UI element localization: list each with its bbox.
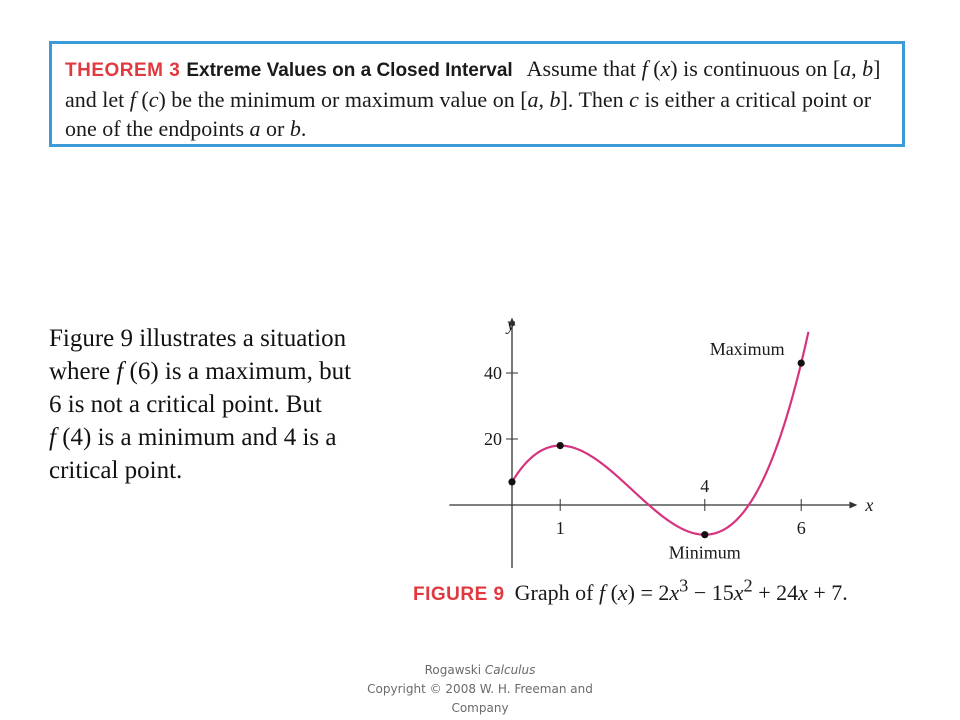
caption-run: + 7. [807, 580, 848, 606]
caption-run: x [733, 580, 744, 606]
caption-run: x [669, 580, 680, 606]
credit-copyright: Copyright © 2008 W. H. Freeman and Company [367, 682, 593, 715]
caption-run: − 15 [688, 580, 734, 606]
theorem-text-run: x [660, 56, 671, 81]
body-line [49, 421, 449, 454]
body-text-run: Figure 9 illustrates a situation [49, 325, 347, 352]
body-text-run: where [49, 358, 117, 385]
y-axis-label: y [507, 314, 515, 334]
caption-run: Graph of [514, 580, 599, 606]
data-point [798, 360, 805, 367]
function-curve [512, 332, 808, 535]
body-text-run: f [49, 424, 56, 451]
data-point [508, 478, 515, 485]
theorem-text-run: f [129, 87, 136, 112]
theorem-text-run: . [300, 116, 307, 141]
theorem-label: THEOREM 3 [65, 60, 181, 81]
theorem-text-run: b [549, 87, 561, 112]
body-text-run: critical point. [49, 457, 183, 484]
caption-run: f [598, 580, 606, 606]
theorem-text-run: ( [647, 56, 661, 81]
data-point [557, 442, 564, 449]
caption-run: + 24 [752, 580, 799, 606]
theorem-text-run: b [862, 56, 874, 81]
body-text-run: 6 is not a critical point. But [49, 391, 322, 418]
theorem-text-run: a [527, 87, 539, 112]
theorem-text-run: ] and let [65, 56, 881, 112]
theorem-title: Extreme Values on a Closed Interval [186, 60, 513, 81]
theorem-text-run: Assume that [526, 56, 642, 81]
theorem-text-run: , [538, 87, 550, 112]
credit-prefix: Rogawski [424, 663, 485, 677]
caption-run: x [798, 580, 808, 606]
copyright-credit [340, 661, 620, 718]
body-text-run: (6) is a maximum, but [123, 358, 352, 385]
x-tick-label: 1 [555, 518, 565, 538]
body-line [49, 322, 449, 355]
theorem-text-run: b [289, 116, 301, 141]
theorem-text-run: ( [135, 87, 149, 112]
body-text-run: f [116, 358, 124, 385]
figure-caption [413, 576, 848, 606]
theorem-text-run: a [840, 56, 852, 81]
caption-run: ( [605, 580, 618, 606]
x-axis-arrow [849, 502, 857, 509]
y-tick-label: 40 [484, 363, 502, 383]
x-tick-label: 6 [796, 518, 806, 538]
x-axis-label: x [865, 495, 874, 515]
theorem-text-run: is either a critical point or one of the endpoints [65, 87, 872, 141]
caption-run: ) = 2 [627, 580, 670, 606]
figure-label: FIGURE 9 [413, 584, 505, 606]
theorem-text-run: c [629, 87, 639, 112]
caption-run: 2 [743, 576, 753, 596]
body-line [49, 355, 449, 388]
credit-book-title: Calculus [484, 663, 536, 677]
body-line [49, 454, 449, 487]
body-text-run: (4) is a minimum and 4 is a [55, 424, 337, 451]
caption-run: x [617, 580, 628, 606]
body-line [49, 388, 449, 421]
theorem-text-run: a [249, 116, 261, 141]
caption-run: 3 [679, 576, 689, 596]
minimum-label: Minimum [668, 542, 741, 563]
y-tick-label: 20 [484, 429, 502, 449]
x-tick-label: 4 [700, 476, 710, 496]
caption-text [514, 576, 848, 606]
theorem-text-run: , [851, 56, 863, 81]
theorem-text-run: ) is continuous on [ [670, 56, 841, 81]
function-graph [450, 300, 874, 575]
theorem-text-run: f [641, 56, 648, 81]
theorem-text-run: ]. Then [560, 87, 630, 112]
theorem-text-run: or [260, 116, 290, 141]
maximum-label: Maximum [709, 339, 785, 360]
theorem-text-run: c [148, 87, 159, 112]
theorem-box [49, 41, 905, 147]
theorem-text-run: ) be the minimum or maximum value on [ [158, 87, 528, 112]
data-point [701, 531, 708, 538]
body-paragraph [49, 322, 449, 487]
